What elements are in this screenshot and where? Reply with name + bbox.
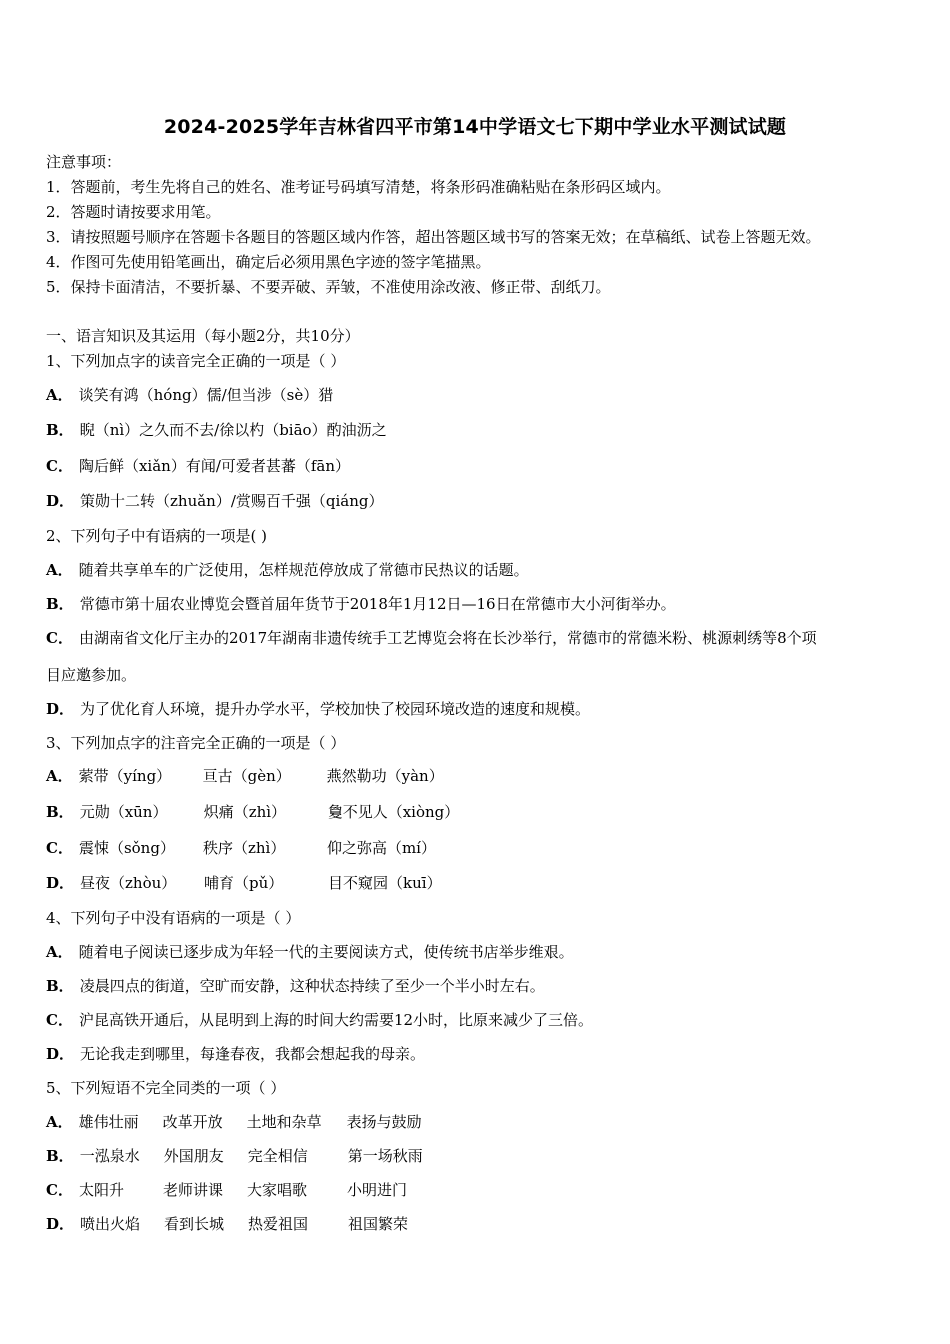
- notice-item: 5．保持卡面清洁，不要折暴、不要弄破、弄皱，不准使用涂改液、修正带、刮纸刀。: [46, 278, 611, 296]
- q2-option-b: B． 常德市第十届农业博览会暨首届年货节于2018年1月12日—16日在常德市大小河街举办。: [46, 595, 676, 613]
- q2-option-d: D． 为了优化育人环境，提升办学水平，学校加快了校园环境改造的速度和规模。: [46, 700, 591, 718]
- notice-item: 4．作图可先使用铅笔画出，确定后必须用黑色字迹的签字笔描黑。: [46, 253, 491, 271]
- q5-option-a: A． 雄伟壮丽 改革开放 土地和杂草 表扬与鼓励: [46, 1113, 422, 1131]
- q5-option-b: B． 一泓泉水 外国朋友 完全相信 第一场秋雨: [46, 1147, 423, 1165]
- question-1-stem: 1、下列加点字的读音完全正确的一项是（ ）: [46, 352, 346, 370]
- question-4-stem: 4、下列句子中没有语病的一项是（ ）: [46, 909, 301, 927]
- notice-item: 1．答题前，考生先将自己的姓名、准考证号码填写清楚，将条形码准确粘贴在条形码区域内。: [46, 178, 671, 196]
- q1-option-d: D． 策勋十二转（zhuǎn）/赏赐百千强（qiáng）: [46, 492, 384, 510]
- page-title: 2024-2025学年吉林省四平市第14中学语文七下期中学业水平测试试题: [163, 116, 787, 138]
- q2-option-c-continued: 目应邀参加。: [46, 666, 137, 684]
- q4-option-c: C． 沪昆高铁开通后，从昆明到上海的时间大约需要12小时，比原来减少了三倍。: [46, 1011, 594, 1029]
- section-heading: 一、语言知识及其运用（每小题2分，共10分）: [46, 327, 360, 345]
- q4-option-b: B． 凌晨四点的街道，空旷而安静，这种状态持续了至少一个半小时左右。: [46, 977, 545, 995]
- q2-option-a: A． 随着共享单车的广泛使用，怎样规范停放成了常德市民热议的话题。: [46, 561, 529, 579]
- question-5-stem: 5、下列短语不完全同类的一项（ ）: [46, 1079, 286, 1097]
- notice-item: 3．请按照题号顺序在答题卡各题目的答题区域内作答，超出答题区域书写的答案无效；在草稿纸、试卷上答题无效。: [46, 228, 821, 246]
- notice-heading: 注意事项：: [46, 153, 122, 171]
- q3-option-b: B． 元勋（xūn） 炽痛（zhì） 敻不见人（xiòng）: [46, 803, 460, 821]
- q3-option-c: C． 震悚（sǒng） 秩序（zhì） 仰之弥高（mí）: [46, 839, 436, 857]
- q2-option-c: C． 由湖南省文化厅主办的2017年湖南非遗传统手工艺博览会将在长沙举行，常德市的常德米粉、桃源刺绣等8个项: [46, 629, 817, 647]
- q1-option-b: B． 睨（nì）之久而不去/徐以杓（biāo）酌油沥之: [46, 421, 387, 439]
- notice-item: 2．答题时请按要求用笔。: [46, 203, 221, 221]
- question-2-stem: 2、下列句子中有语病的一项是( ): [46, 527, 268, 545]
- question-3-stem: 3、下列加点字的注音完全正确的一项是（ ）: [46, 734, 346, 752]
- q4-option-d: D． 无论我走到哪里，每逢春夜，我都会想起我的母亲。: [46, 1045, 426, 1063]
- q5-option-d: D． 喷出火焰 看到长城 热爱祖国 祖国繁荣: [46, 1215, 409, 1233]
- q3-option-a: A． 萦带（yíng） 亘古（gèn） 燕然勒功（yàn）: [46, 767, 444, 785]
- q5-option-c: C． 太阳升 老师讲课 大家唱歌 小明进门: [46, 1181, 407, 1199]
- q1-option-c: C． 陶后鲜（xiǎn）有闻/可爱者甚蕃（fān）: [46, 457, 351, 475]
- q3-option-d: D． 昼夜（zhòu） 哺育（pǔ） 目不窥园（kuī）: [46, 874, 442, 892]
- q1-option-a: A． 谈笑有鸿（hóng）儒/但当涉（sè）猎: [46, 386, 334, 404]
- q4-option-a: A． 随着电子阅读已逐步成为年轻一代的主要阅读方式，使传统书店举步维艰。: [46, 943, 574, 961]
